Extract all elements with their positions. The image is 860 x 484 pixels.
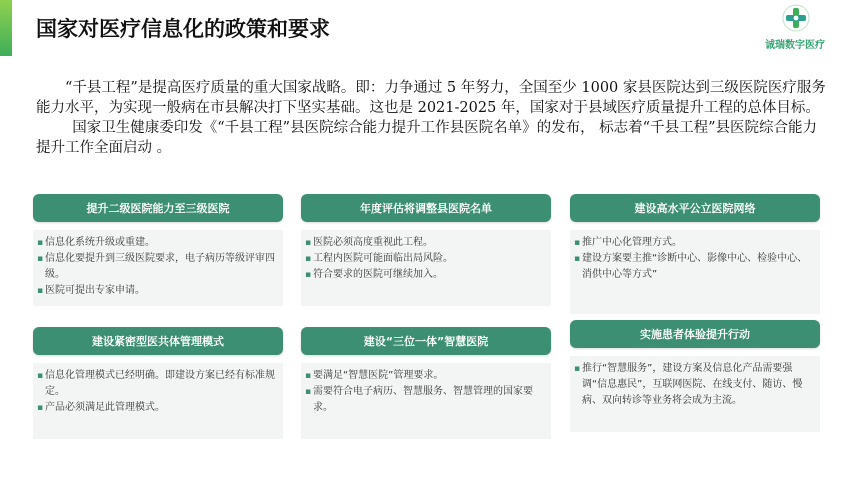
title-accent-bar <box>0 0 12 56</box>
card-public-hospital-network <box>570 194 820 314</box>
list-item: ▪ 推广中心化管理方式。 <box>574 235 816 251</box>
card-upgrade-hospital <box>33 194 283 306</box>
list-item: ▪ 医院可提出专家申请。 <box>37 283 279 299</box>
card-body <box>301 230 551 306</box>
list-item: ▪ 产品必须满足此管理模式。 <box>37 400 279 416</box>
card-title: 建设高水平公立医院网络 <box>570 194 820 222</box>
bullet-icon: ▪ <box>305 254 312 264</box>
card-title: 建设“三位一体”智慧医院 <box>301 327 551 355</box>
list-item: ▪ 推行“智慧服务”，建设方案及信息化产品需要强调“信息惠民”，互联网医院、在线支付、随访、慢病、双向转诊等业务将会成为主流。 <box>574 363 803 406</box>
list-item: ▪ 医院必须高度重视此工程。 <box>305 235 547 251</box>
card-title: 年度评估将调整县医院名单 <box>301 194 551 222</box>
card-body <box>570 230 820 314</box>
bullet-icon: ▪ <box>37 254 44 264</box>
card-title: 提升二级医院能力至三级医院 <box>33 194 283 222</box>
card-body <box>301 363 551 439</box>
card-medical-alliance <box>33 327 283 439</box>
list-item: ▪ 符合要求的医院可继续加入。 <box>305 267 547 283</box>
list-item: ▪ 要满足“智慧医院”管理要求。 <box>305 368 547 384</box>
intro-text <box>36 78 826 158</box>
card-body <box>33 363 283 439</box>
medical-cross-icon <box>782 4 810 32</box>
bullet-icon: ▪ <box>37 286 44 296</box>
intro-paragraph-1: “千县工程”是提高医疗质量的重大国家战略。即：力争通过 5 年努力，全国至少 1000 家县医院达到三级医院医疗服务能力水平，为实现一般病在市县解决打下坚实基础。这也是 2021-2025 年，国家对于县域医疗质量提升工程的总体目标。 <box>36 80 826 116</box>
card-smart-hospital <box>301 327 551 439</box>
card-title: 实施患者体验提升行动 <box>570 320 820 348</box>
bullet-icon: ▪ <box>305 270 312 280</box>
card-body <box>570 356 820 432</box>
list-item: ▪ 信息化管理模式已经明确。即建设方案已经有标准规定。 <box>37 370 275 397</box>
page-title: 国家对医疗信息化的政策和要求 <box>36 17 330 41</box>
card-annual-evaluation <box>301 194 551 306</box>
intro-paragraph-2: 国家卫生健康委印发《“千县工程”县医院综合能力提升工作县医院名单》的发布， 标志着“千县工程”县医院综合能力提升工作全面启动 。 <box>36 120 818 156</box>
bullet-icon: ▪ <box>305 238 312 248</box>
list-item: ▪ 工程内医院可能面临出局风险。 <box>305 251 547 267</box>
bullet-icon: ▪ <box>37 238 44 248</box>
list-item: ▪ 信息化系统升级或重建。 <box>37 235 279 251</box>
bullet-icon: ▪ <box>574 238 581 248</box>
list-item: ▪ 信息化要提升到三级医院要求，电子病历等级评审四级。 <box>37 253 275 280</box>
card-patient-experience <box>570 320 820 432</box>
bullet-icon: ▪ <box>37 371 44 381</box>
bullet-icon: ▪ <box>574 254 581 264</box>
card-body <box>33 230 283 306</box>
logo-text: 诚瑞数字医疗 <box>765 40 825 51</box>
bullet-icon: ▪ <box>37 403 44 413</box>
list-item: ▪ 需要符合电子病历、智慧服务、智慧管理的国家要求。 <box>305 386 533 413</box>
company-logo <box>752 4 838 50</box>
bullet-icon: ▪ <box>574 364 581 374</box>
bullet-icon: ▪ <box>305 387 312 397</box>
bullet-icon: ▪ <box>305 371 312 381</box>
list-item: ▪ 建设方案要主推“诊断中心、影像中心、检验中心、消供中心等方式” <box>574 253 808 280</box>
card-title: 建设紧密型医共体管理模式 <box>33 327 283 355</box>
